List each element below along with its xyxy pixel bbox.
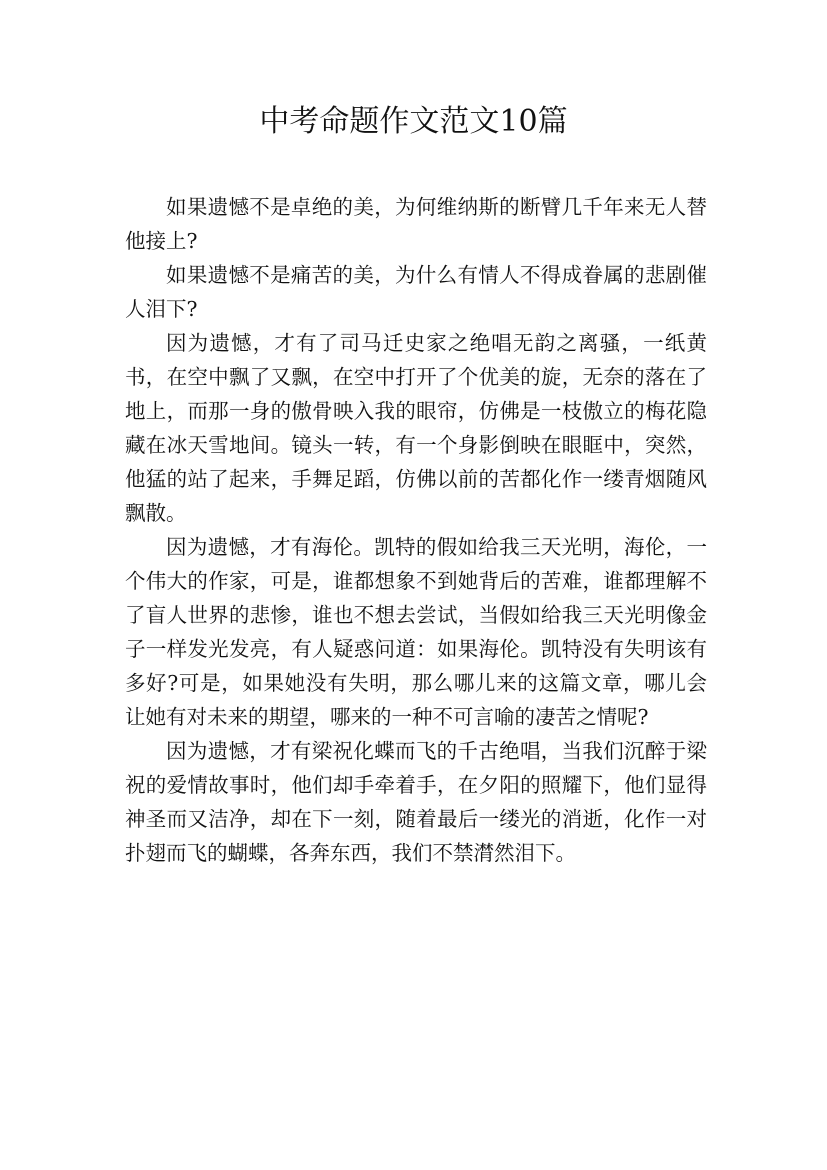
document-title: 中考命题作文范文10篇 — [259, 104, 568, 139]
paragraph-1: 如果遗憾不是卓绝的美，为何维纳斯的断臂几千年来无人替他接上? — [125, 195, 707, 253]
paragraph-2: 如果遗憾不是痛苦的美，为什么有情人不得成眷属的悲剧催人泪下? — [125, 263, 707, 321]
paragraph-4: 因为遗憾，才有海伦。凯特的假如给我三天光明，海伦，一个伟大的作家，可是，谁都想象不到她背后的苦难，谁都理解不了盲人世界的悲惨，谁也不想去尝试，当假如给我三天光明像金子一样发光发亮，有人疑惑问道：如果海伦。凯特没有失明该有多好?可是，如果她没有失明，那么哪儿来的这篇文章，哪儿会让她有对未来的期望，哪来的一种不可言喻的凄苦之情呢? — [125, 535, 707, 729]
document-body — [125, 190, 707, 870]
paragraph-5: 因为遗憾，才有梁祝化蝶而飞的千古绝唱，当我们沉醉于梁祝的爱情故事时，他们却手牵着手，在夕阳的照耀下，他们显得神圣而又洁净，却在下一刻，随着最后一缕光的消逝，化作一对扑翅而飞的蝴蝶，各奔东西，我们不禁潸然泪下。 — [125, 739, 707, 865]
paragraph-3: 因为遗憾，才有了司马迁史家之绝唱无韵之离骚，一纸黄书，在空中飘了又飘，在空中打开了个优美的旋，无奈的落在了地上，而那一身的傲骨映入我的眼帘，仿佛是一枝傲立的梅花隐藏在冰天雪地间。镜头一转，有一个身影倒映在眼眶中，突然，他猛的站了起来，手舞足蹈，仿佛以前的苦都化作一缕青烟随风飘散。 — [125, 331, 707, 525]
